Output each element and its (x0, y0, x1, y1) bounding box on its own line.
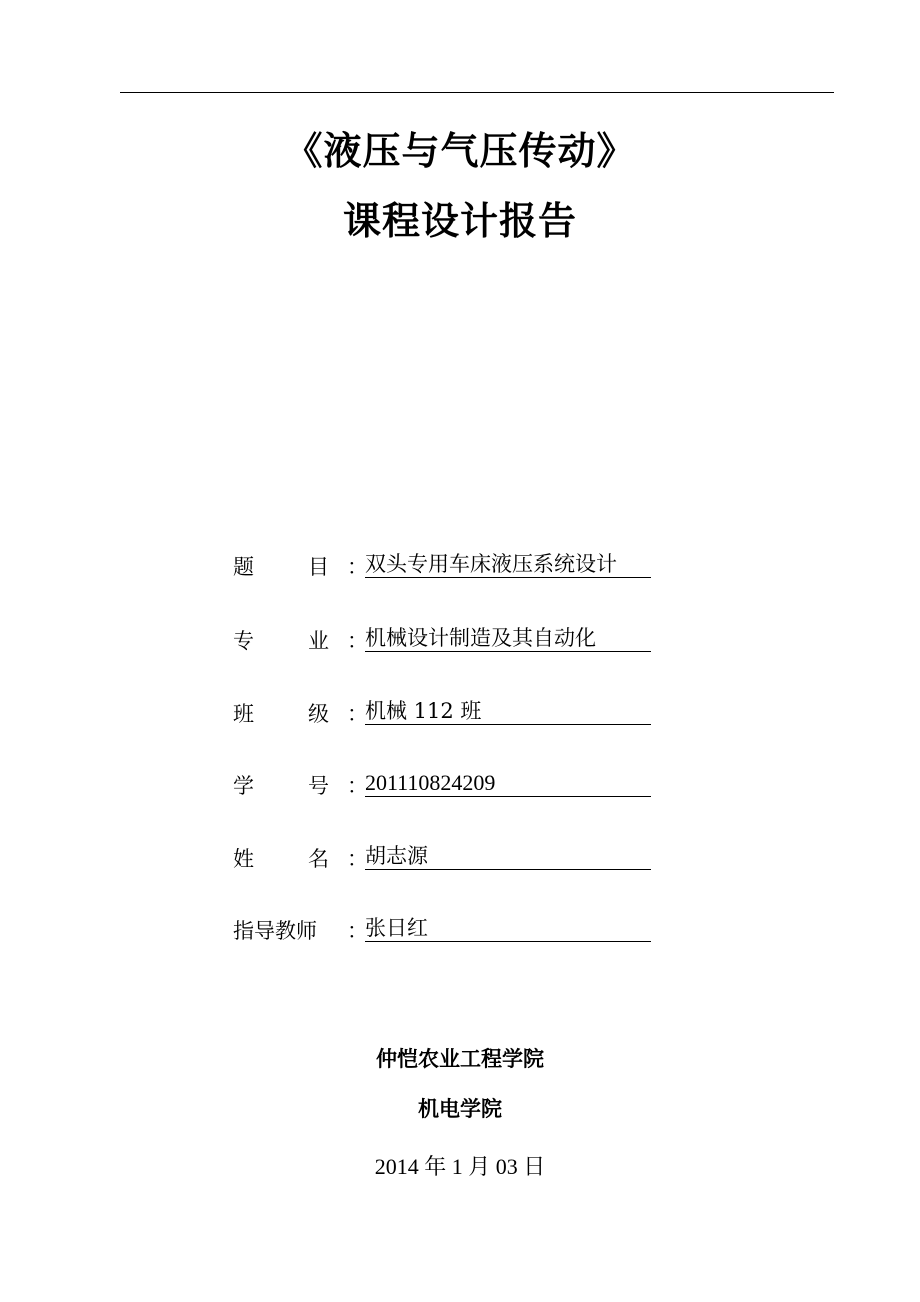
field-class (233, 695, 651, 725)
field-name (233, 840, 651, 870)
field-label: 班 级 (233, 702, 329, 726)
field-value-topic: 双头专用车床液压系统设计 (365, 554, 651, 578)
report-date: 2014 年 1 月 03 日 (374, 1154, 546, 1179)
field-colon: ： (347, 555, 368, 579)
field-value-major: 机械设计制造及其自动化 (365, 628, 651, 652)
field-label: 学 号 (233, 774, 329, 798)
field-student-id (233, 767, 651, 797)
field-value-class: 机械 112 班 (365, 701, 651, 725)
field-topic (233, 548, 651, 578)
field-colon: ： (347, 629, 368, 653)
field-label: 专 业 (233, 629, 329, 653)
field-value-name: 胡志源 (365, 846, 651, 870)
field-label: 指导教师 (233, 919, 317, 943)
field-label: 姓 名 (233, 847, 329, 871)
report-title-type: 课程设计报告 (342, 198, 577, 243)
field-value-student-id: 201110824209 (365, 772, 651, 797)
school-name: 仲恺农业工程学院 (376, 1046, 544, 1071)
field-colon: ： (347, 774, 368, 798)
field-colon: ： (347, 702, 368, 726)
top-rule (120, 92, 834, 93)
field-major (233, 622, 651, 652)
field-colon: ： (347, 847, 368, 871)
college-name: 机电学院 (418, 1096, 502, 1121)
field-advisor (233, 912, 651, 942)
field-label: 题 目 (233, 555, 329, 579)
field-value-advisor: 张日红 (365, 918, 651, 942)
report-title-course: 《液压与气压传动》 (284, 128, 636, 173)
field-colon: ： (347, 919, 368, 943)
